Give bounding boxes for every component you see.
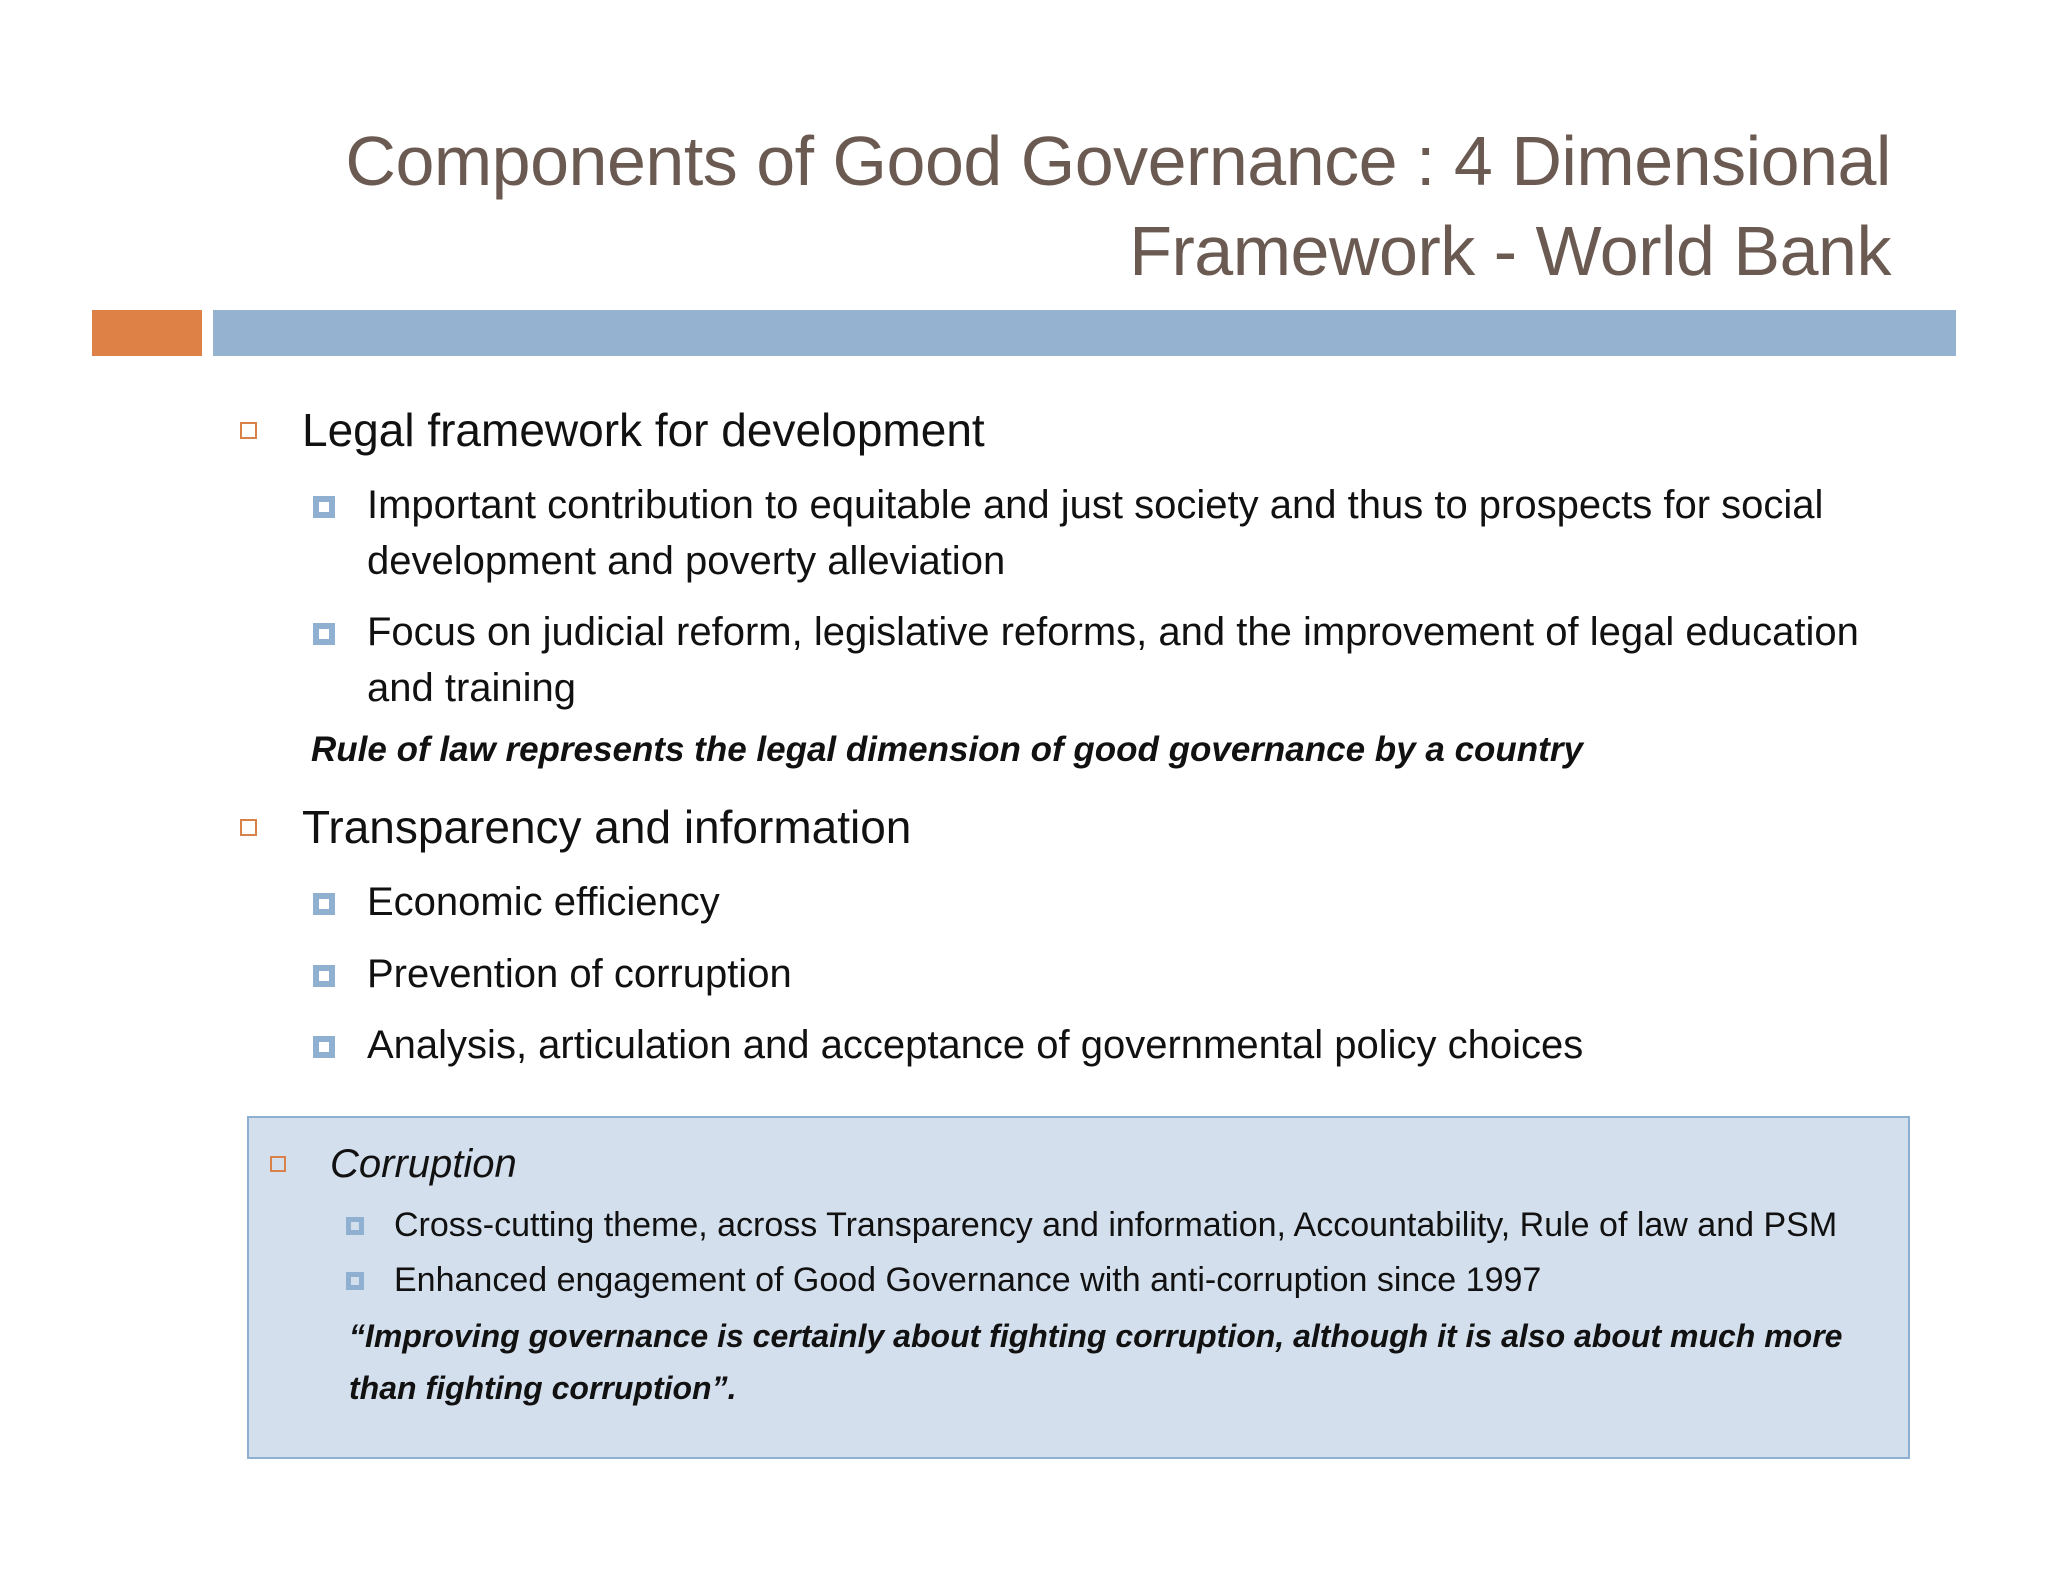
legal-point-text: Focus on judicial reform, legislative reforms, and the improvement of legal education and training [367,610,1859,710]
square-bullet-icon [240,819,257,836]
corruption-point-text: Cross-cutting theme, across Transparency and information, Accountability, Rule of law and PSM [394,1206,1838,1244]
filled-square-bullet-icon [313,893,335,915]
legal-point-text: Important contribution to equitable and just society and thus to prospects for social development and poverty alleviation [367,483,1824,583]
square-bullet-icon [270,1156,286,1172]
square-bullet-icon [240,422,257,439]
transparency-point-text: Economic efficiency [367,880,720,924]
corruption-heading: Corruption [330,1142,517,1186]
corruption-callout-box [247,1116,1910,1459]
filled-square-bullet-icon [313,496,335,518]
filled-square-bullet-icon [313,965,335,987]
filled-square-bullet-icon [346,1272,364,1290]
governance-quote: “Improving governance is certainly about fighting corruption, although it is also about much more than fighting corruption”. [349,1318,1843,1406]
transparency-heading: Transparency and information [302,801,912,853]
slide-title-line-2: Framework - World Bank [1129,212,1891,290]
rule-of-law-note: Rule of law represents the legal dimension of good governance by a country [311,730,1583,769]
corruption-point-text: Enhanced engagement of Good Governance with anti-corruption since 1997 [394,1261,1542,1299]
slide-title-line-1: Components of Good Governance : 4 Dimensional [345,122,1891,200]
filled-square-bullet-icon [346,1217,364,1235]
title-accent-orange-bar [92,310,202,356]
filled-square-bullet-icon [313,623,335,645]
legal-heading: Legal framework for development [302,404,985,456]
title-accent-blue-bar [213,310,1956,356]
slide-title [191,116,1891,296]
transparency-point-text: Analysis, articulation and acceptance of governmental policy choices [367,1023,1584,1067]
filled-square-bullet-icon [313,1036,335,1058]
transparency-point-text: Prevention of corruption [367,952,792,996]
